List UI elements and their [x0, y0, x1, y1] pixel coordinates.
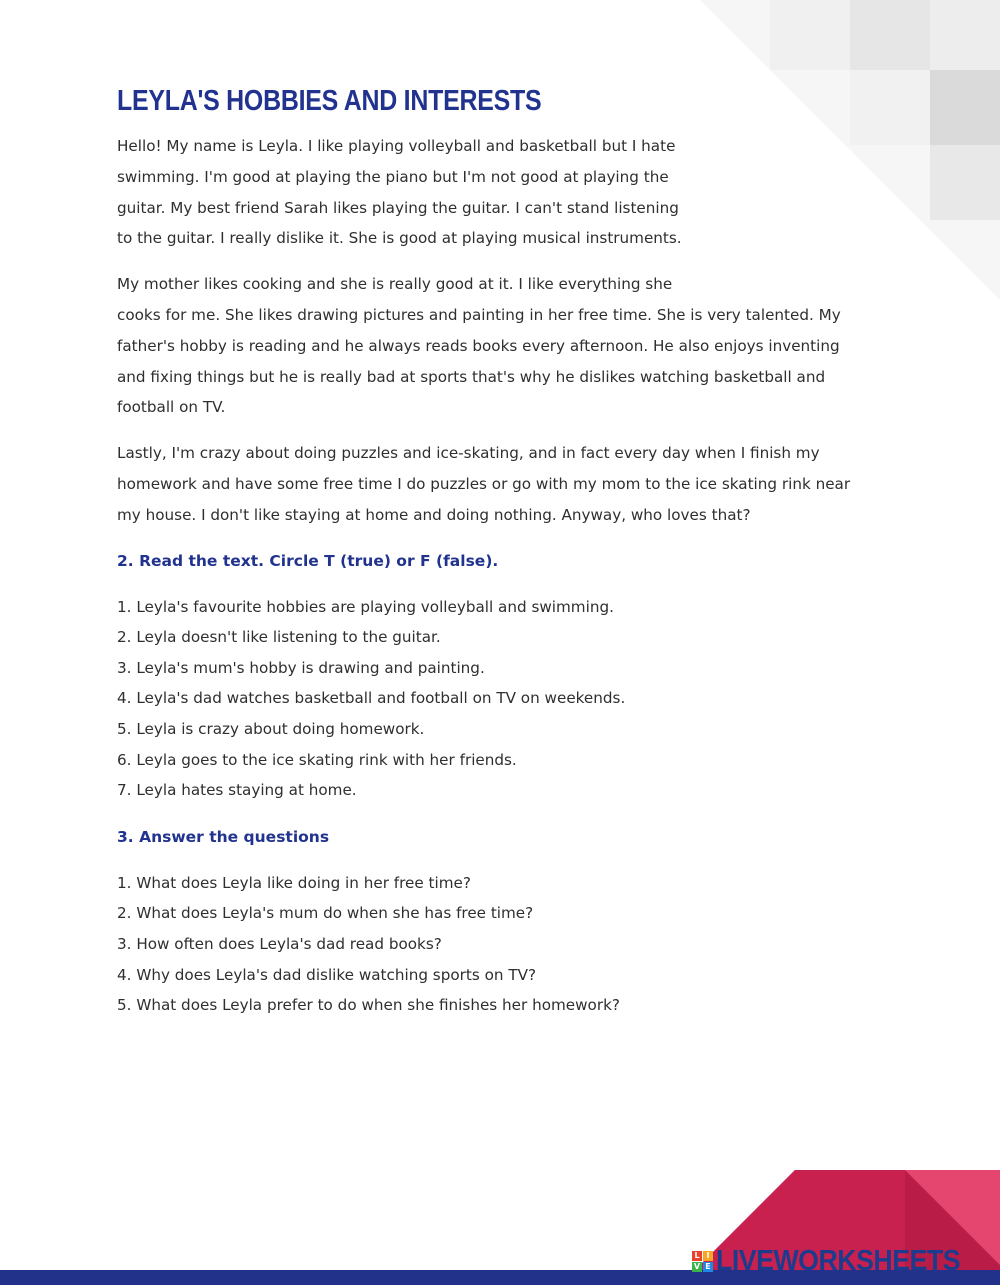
page-title: LEYLA'S HOBBIES AND INTERESTS [117, 85, 542, 117]
paragraph-line: Hello! My name is Leyla. I like playing volleyball and basketball but I hate [117, 137, 676, 155]
list-item: 6. Leyla goes to the ice skating rink with her friends. [117, 750, 517, 769]
list-item: 7. Leyla hates staying at home. [117, 781, 357, 800]
list-item: 2. What does Leyla's mum do when she has free time? [117, 904, 534, 923]
paragraph-line: swimming. I'm good at playing the piano but I'm not good at playing the [117, 167, 669, 186]
list-item: 2. Leyla doesn't like listening to the guitar. [117, 628, 441, 647]
watermark-text: LIVEWORKSHEETS [716, 1245, 961, 1277]
paragraph-1 [117, 131, 887, 254]
list-item: 5. What does Leyla prefer to do when she finishes her homework? [117, 996, 620, 1015]
questions-list [117, 868, 887, 1021]
true-false-list [117, 592, 887, 806]
list-item: 1. Leyla's favourite hobbies are playing volleyball and swimming. [117, 597, 614, 616]
paragraph-line: My mother likes cooking and she is really good at it. I like everything she [117, 275, 673, 294]
paragraph-line: guitar. My best friend Sarah likes playing the guitar. I can't stand listening [117, 198, 679, 217]
paragraph-line: to the guitar. I really dislike it. She is good at playing musical instruments. [117, 229, 682, 248]
list-item: 3. How often does Leyla's dad read books? [117, 934, 442, 953]
logo-tile: L [692, 1251, 702, 1261]
list-item: 4. Leyla's dad watches basketball and football on TV on weekends. [117, 689, 626, 708]
list-item: 4. Why does Leyla's dad dislike watching sports on TV? [117, 965, 537, 984]
paragraph-line: my house. I don't like staying at home and doing nothing. Anyway, who loves that? [117, 505, 751, 524]
liveworksheets-watermark [692, 1246, 981, 1276]
liveworksheets-logo-icon [692, 1251, 713, 1272]
logo-tile: E [703, 1262, 713, 1272]
paragraph-line: father's hobby is reading and he always reads books every afternoon. He also enjoys inventing [117, 336, 840, 355]
logo-tile: I [703, 1251, 713, 1261]
list-item: 5. Leyla is crazy about doing homework. [117, 719, 425, 738]
section-2-heading: 2. Read the text. Circle T (true) or F (false). [117, 551, 499, 570]
paragraph-2 [117, 269, 887, 423]
list-item: 3. Leyla's mum's hobby is drawing and painting. [117, 658, 485, 677]
worksheet-content [117, 80, 887, 1021]
section-3-heading: 3. Answer the questions [117, 827, 330, 846]
paragraph-line: football on TV. [117, 398, 226, 417]
paragraph-line: cooks for me. She likes drawing pictures and painting in her free time. She is very talented. My [117, 305, 841, 324]
logo-tile: V [693, 1261, 701, 1271]
paragraph-3 [117, 438, 887, 530]
paragraph-line: Lastly, I'm crazy about doing puzzles and ice-skating, and in fact every day when I finish my [117, 444, 820, 463]
paragraph-line: and fixing things but he is really bad at sports that's why he dislikes watching basketball and [117, 367, 826, 386]
list-item: 1. What does Leyla like doing in her free time? [117, 873, 471, 892]
paragraph-line: homework and have some free time I do puzzles or go with my mom to the ice skating rink near [117, 474, 851, 493]
